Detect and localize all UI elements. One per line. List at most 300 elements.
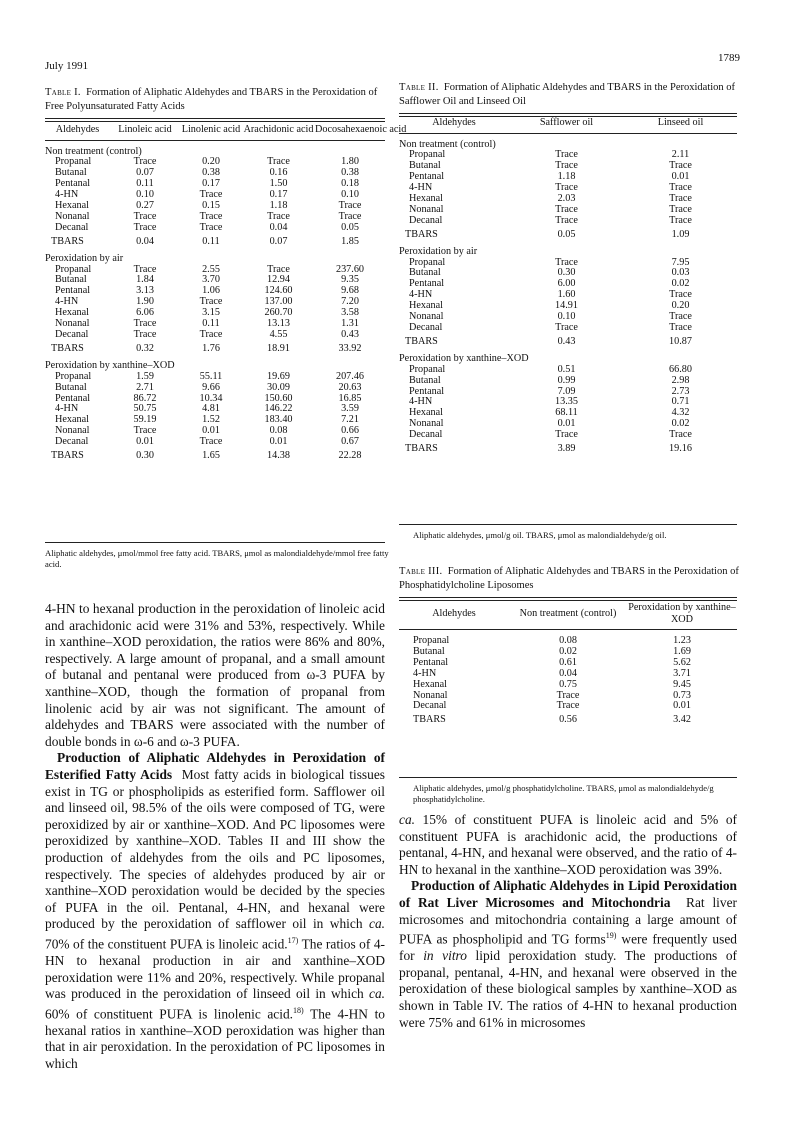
section-heading-esterified: Production of Aliphatic Aldehydes in Peroxidation of Esterified Fatty Acids [45, 750, 385, 782]
table2-cell: 14.91 [555, 300, 578, 312]
table2-cell: 0.99 [557, 374, 576, 386]
body-right-p2-part-a: Rat liver microsomes and mitochondria containing a large amount of PUFA as phospholipid and TG forms [399, 894, 737, 947]
body-right-paragraph-2 [399, 878, 737, 1031]
table2-cell: Trace [555, 322, 578, 333]
table1-cell: 0.10 [136, 189, 154, 201]
table3-cell: 3.42 [673, 714, 691, 726]
table3-cell: 5.62 [673, 656, 691, 668]
table2-cell: Trace [555, 149, 578, 161]
table2-cell: 10.87 [669, 335, 692, 347]
table1-cell: 137.00 [264, 296, 293, 308]
table1-cell: Trace [267, 263, 290, 275]
table2-cell: 0.01 [557, 418, 576, 430]
table2-row [399, 216, 737, 227]
table1-header-row [45, 124, 385, 136]
table1-cell: 18.91 [267, 342, 290, 354]
table2-cell: 13.35 [555, 396, 578, 408]
table1-cell: Trace [133, 210, 157, 222]
table2-row-label: Propanal [409, 149, 446, 161]
table1-row-label: Butanal [55, 274, 87, 286]
table1-cell: 146.22 [264, 403, 293, 415]
table1-cell: 12.94 [267, 274, 290, 286]
table1-cell: 0.01 [269, 436, 288, 448]
table1-section-row [45, 254, 385, 265]
table2-cell: 0.20 [671, 300, 690, 312]
table2-cell: 66.80 [669, 363, 692, 375]
body-left-p2-part-c: The ratios of 4-HN to hexanal production in air and xanthine–XOD peroxidation were 11% and 20%, respectively. While propanal was produced in the peroxidation of linseed oil in which [45, 936, 386, 1002]
table3-row-label: Propanal [413, 635, 450, 646]
table1-cell: 1.85 [341, 235, 359, 247]
table2-row-label: TBARS [405, 228, 438, 240]
table2-col-header: Linseed oil [657, 117, 704, 128]
table3-bottom-rule [399, 777, 737, 778]
page-number: 1789 [718, 52, 740, 64]
table1-cell: Trace [133, 425, 157, 437]
table2-row-label: Pentanal [409, 278, 445, 290]
table2-row-label: TBARS [405, 443, 438, 455]
table1-footnote: Aliphatic aldehydes, μmol/mmol free fatty acid. TBARS, μmol as malondialdehyde/mmol free fatty acid. [45, 548, 389, 569]
body-left-column [45, 601, 385, 1073]
table1-cell: 0.10 [341, 189, 359, 201]
table2-row-label: Hexanal [409, 193, 443, 205]
table1-cell: 1.80 [341, 156, 359, 168]
table1-cell: Trace [267, 210, 290, 222]
table1-cell: Trace [199, 189, 223, 201]
table2-cell: 0.01 [671, 171, 690, 183]
table1-cell: 50.75 [133, 403, 157, 415]
table2-row-label: Nonanal [409, 418, 444, 430]
table1-cell: 1.65 [202, 450, 220, 462]
table1-cell: 1.31 [341, 318, 359, 330]
table1-cell: Trace [133, 221, 157, 233]
table1-row-label: Butanal [55, 167, 87, 179]
table2-cell: 3.89 [557, 443, 576, 455]
table2-cell: Trace [555, 160, 578, 172]
table1-cell: 0.18 [341, 178, 359, 190]
table2-label: Table II. [399, 82, 439, 93]
table2-row-label: Pentanal [409, 385, 445, 397]
table2-cell: 0.71 [671, 396, 690, 408]
table1-cell: 183.40 [264, 414, 293, 426]
table1-cell: 9.35 [341, 274, 359, 286]
table1-cell: 0.11 [202, 318, 220, 330]
table1-row-label: Pentanal [55, 178, 91, 190]
table3-label: Table III. [399, 566, 443, 577]
table1-cell: 55.11 [199, 370, 223, 382]
in-vitro-italic: in vitro [423, 948, 467, 964]
table1-row [45, 223, 385, 234]
table2-bottom-rule [399, 524, 737, 525]
table2-tbars-row [399, 441, 737, 455]
table2-row-label: Butanal [409, 160, 441, 172]
table2-cell: 7.09 [557, 385, 576, 397]
table3-row-label: Nonanal [413, 689, 448, 701]
table1-tbars-row [45, 234, 385, 248]
table2-col-header: Safflower oil [539, 117, 594, 128]
table2-row-label: Decanal [409, 429, 443, 441]
table2-cell: 0.05 [557, 228, 576, 240]
table3-row-label: TBARS [413, 714, 446, 726]
table2-cell: Trace [669, 203, 692, 215]
table1-section-heading: Peroxidation by xanthine–XOD [45, 359, 175, 371]
table2-row-label: Decanal [409, 322, 443, 333]
table3-cell: 1.23 [673, 635, 691, 646]
table2-caption [399, 81, 739, 108]
table3-col-header: Non treatment (control) [519, 607, 617, 619]
table2-cell: 1.09 [671, 228, 690, 240]
table1-caption [45, 86, 385, 113]
table1-cell: 0.01 [136, 436, 154, 448]
table1-row [45, 330, 385, 341]
table2-cell: 6.00 [557, 278, 576, 290]
table3-cell: 0.73 [673, 689, 691, 701]
table2-cell: 2.98 [671, 374, 690, 386]
table1-cell: Trace [133, 318, 157, 330]
table1-row [45, 437, 385, 448]
table1-cell: 0.11 [202, 235, 220, 247]
table1-cell: 0.07 [269, 235, 288, 247]
table1-cell: 1.59 [136, 370, 154, 382]
table1-cell: 10.34 [199, 392, 223, 404]
table1-cell: Trace [267, 156, 290, 168]
table1-cell: 0.38 [341, 167, 359, 179]
table1-cell: 0.01 [202, 425, 220, 437]
table1-cell: 30.09 [267, 381, 290, 393]
table1-cell: 0.66 [341, 425, 359, 437]
table1-cell: 0.32 [136, 342, 154, 354]
table1-cell: 4.81 [202, 403, 220, 415]
table2-row-label: Nonanal [409, 311, 444, 323]
table1-cell: 207.46 [335, 370, 364, 382]
table1-cell: 2.71 [136, 381, 154, 393]
table3-row-label: 4-HN [413, 667, 437, 679]
table1-cell: Trace [338, 200, 362, 212]
table3-row [399, 669, 737, 680]
table2-section-heading: Non treatment (control) [399, 138, 496, 150]
table3-row-label: Hexanal [413, 678, 447, 690]
table2-row-label: 4-HN [409, 182, 433, 194]
body-right-p2-part-b: were frequently used for [399, 931, 737, 964]
table1-cell: 0.67 [341, 436, 359, 448]
table1-cell: Trace [199, 296, 223, 308]
table3-header-row [399, 602, 737, 625]
table2-cell: 2.11 [671, 149, 690, 161]
table1-cell: 0.27 [136, 200, 154, 212]
table3-col-header: Peroxidation by xanthine–XOD [628, 602, 736, 625]
table3-footnote: Aliphatic aldehydes, μmol/g phosphatidylcholine. TBARS, μmol as malondialdehyde/g phosphatidylcholine. [413, 783, 714, 804]
table1-cell: 124.60 [264, 285, 293, 297]
table2-row-label: Propanal [409, 363, 446, 375]
table1-col-header: Aldehydes [55, 124, 100, 135]
table1-section-heading: Non treatment (control) [45, 145, 142, 157]
table1-cell: 1.06 [202, 285, 220, 297]
table1-cell: 1.18 [269, 200, 288, 212]
ca-italic-2: ca. [369, 986, 385, 1002]
table1-cell: 1.50 [269, 178, 288, 190]
table2-row-label: Hexanal [409, 300, 443, 312]
table1-cell: 20.63 [338, 381, 362, 393]
table2-row-label: Decanal [409, 214, 443, 226]
table3-cell: 0.02 [559, 645, 577, 657]
table2-cell: 0.30 [557, 267, 576, 279]
table1-cell: Trace [133, 156, 157, 168]
table1-section-heading: Peroxidation by air [45, 252, 124, 264]
table1-col-header: Linoleic acid [118, 124, 172, 135]
table1-cell: 1.90 [136, 296, 154, 308]
table2-col-header: Aldehydes [432, 117, 476, 128]
table1-cell: 0.38 [202, 167, 220, 179]
table1-row-label: Nonanal [55, 210, 90, 222]
table1-cell: 0.43 [341, 329, 359, 340]
table2-cell: 1.18 [557, 171, 576, 183]
table3-title: Formation of Aliphatic Aldehydes and TBARS in the Peroxidation of Phosphatidylcholine Liposomes [399, 566, 739, 591]
table2-header-row [399, 117, 737, 129]
table1-cell: 9.68 [341, 285, 359, 297]
table2-section-row [399, 247, 737, 258]
body-left-p2-part-a: Most fatty acids in biological tissues exist in TG or phospholipids as esterified form. Safflower oil and linseed oil, 98.5% of the oils were composed of TG, were peroxidized by air or xanthine–XOD. And PC liposomes were peroxidized by xanthine–XOD. Tables II and III show the production of aldehydes from the oils and PC liposomes, respectively. The species of aldehydes produced by air or xanthine–XOD peroxidation would be decided by the species of PUFA in the oil. Pentanal, 4-HN, and hexanal were produced by the peroxidation of safflower oil in which [45, 766, 385, 932]
section-heading-microsomes: Production of Aliphatic Aldehydes in Lipid Peroxidation of Rat Liver Microsomes and Mitochondria [399, 878, 737, 910]
table1-cell: 13.13 [267, 318, 290, 330]
table2-tbars-row [399, 227, 737, 241]
table2-cell: Trace [669, 429, 692, 441]
body-right-p1-text: 15% of constituent PUFA is linoleic acid and 5% of constituent PUFA is arachidonic acid, the productions of pentanal, 4-HN, and hexanal were observed, and the ratio of 4-HN to hexanal in the xanthine–XOD peroxidation was 39%. [399, 812, 737, 877]
body-right-p2-part-c: lipid peroxidation study. The productions of propanal, pentanal, 4-HN, and hexanal were observed in the peroxidation of these biological samples by xanthine–XOD as shown in Table IV. The ratios of 4-HN to hexanal production were 75% and 61% in microsomes [399, 948, 737, 1030]
table1-cell: 14.38 [267, 450, 290, 462]
running-header-date: July 1991 [45, 60, 89, 72]
table1-cell: 1.84 [136, 274, 154, 286]
table1-cell: 0.15 [202, 200, 220, 212]
table1-cell: 1.76 [202, 342, 220, 354]
body-left-paragraph-1: 4-HN to hexanal production in the peroxidation of linoleic acid and arachidonic acid were 31% and 53%, respectively. While in xanthine–XOD peroxidation, the ratios were 86% and 80%, respectively. A large amount of propanal, and a small amount of butanal and pentanal were produced from ω-3 PUFA by xanthine–XOD, though the formation of propanal from linolenic acid by air was not significant. The amount of aldehydes and TBARS were associated with the number of double bonds in ω-6 and ω-3 PUFA. [45, 601, 385, 749]
table3-row [399, 701, 737, 712]
table1-cell: 7.20 [341, 296, 359, 308]
table2-cell: Trace [669, 311, 692, 323]
reference-18: 18) [293, 1005, 304, 1015]
table2-row-label: Butanal [409, 267, 441, 279]
table3-tbars-row [399, 712, 737, 726]
table1-cell: 0.17 [202, 178, 220, 190]
table1-row-label: Nonanal [55, 425, 90, 437]
table1-row-label: Propanal [55, 370, 92, 382]
table2-cell: Trace [669, 289, 692, 301]
table2-cell: 0.03 [671, 267, 690, 279]
table1-cell: 0.11 [136, 178, 154, 190]
table1-row-label: Propanal [55, 263, 92, 275]
table3-cell: 0.04 [559, 667, 577, 679]
table2-tbars-row [399, 334, 737, 348]
table1-cell: 3.58 [341, 307, 359, 319]
table2-cell: 0.51 [557, 363, 576, 375]
table1-cell: Trace [338, 210, 362, 222]
table1-row-label: Hexanal [55, 414, 89, 426]
table1-title: Formation of Aliphatic Aldehydes and TBARS in the Peroxidation of Free Polyunsaturated Fatty Acids [45, 87, 378, 112]
table2-section-heading: Peroxidation by air [399, 245, 478, 257]
table2-footnote: Aliphatic aldehydes, μmol/g oil. TBARS, μmol as malondialdehyde/g oil. [413, 530, 667, 540]
table1-cell: 3.59 [341, 403, 359, 415]
table3-cell: 0.08 [559, 635, 577, 646]
table2-cell: Trace [555, 214, 578, 226]
table1-row-label: Decanal [55, 221, 89, 233]
table1-tbars-row [45, 448, 385, 462]
body-right-paragraph-1 [399, 812, 737, 878]
table1-cell: 86.72 [133, 392, 157, 404]
table1-cell: 237.60 [335, 263, 364, 275]
table2-cell: Trace [669, 182, 692, 194]
ca-italic-3: ca. [399, 812, 415, 827]
table1-row-label: Nonanal [55, 318, 90, 330]
table1-cell: 59.19 [133, 414, 157, 426]
table1-row-label: TBARS [51, 235, 84, 247]
table1-bottom-rule [45, 542, 385, 543]
table1-col-header: Docosahexaenoic acid [315, 124, 407, 135]
table2-row-label: Butanal [409, 374, 441, 386]
table1-cell: Trace [133, 329, 157, 340]
table1-cell: 3.15 [202, 307, 220, 319]
table2-cell: Trace [555, 203, 578, 215]
table1-cell: 0.07 [136, 167, 154, 179]
table2-cell: 0.43 [557, 335, 576, 347]
table3 [399, 602, 737, 726]
table2-row-label: Hexanal [409, 407, 443, 419]
table1-col-header: Linolenic acid [181, 124, 241, 135]
table2-cell: Trace [555, 182, 578, 194]
table3-cell: 0.75 [559, 678, 577, 690]
table1-cell: Trace [199, 436, 223, 448]
table2-cell: 1.60 [557, 289, 576, 301]
table2-cell: 68.11 [555, 407, 578, 419]
table2-row-label: Pentanal [409, 171, 445, 183]
table2-cell: 2.03 [557, 193, 576, 205]
table1-row [45, 383, 385, 394]
table1-cell: 0.04 [269, 221, 288, 233]
table3-row-label: Decanal [413, 700, 447, 712]
table1-cell: 22.28 [338, 450, 362, 462]
table1-cell: Trace [133, 263, 157, 275]
table1-cell: Trace [199, 221, 223, 233]
table2-row-label: Propanal [409, 256, 446, 268]
table1-cell: 1.52 [202, 414, 220, 426]
table3-cell: Trace [556, 700, 580, 712]
table2-section-heading: Peroxidation by xanthine–XOD [399, 352, 529, 364]
table3-cell: 1.69 [673, 645, 691, 657]
table1-row-label: Butanal [55, 381, 87, 393]
table1-cell: 0.05 [341, 221, 359, 233]
table3-caption [399, 565, 739, 592]
table3-top-rule [399, 597, 737, 601]
table1-cell: 150.60 [264, 392, 293, 404]
table1-row-label: Pentanal [55, 392, 91, 404]
table1-row-label: Pentanal [55, 285, 91, 297]
table1-cell: Trace [199, 210, 223, 222]
table3-cell: 3.71 [673, 667, 691, 679]
table1-cell: 0.04 [136, 235, 154, 247]
table1-cell: 3.13 [136, 285, 154, 297]
table3-cell: 0.01 [673, 700, 691, 712]
table1-row-label: TBARS [51, 450, 84, 462]
table2-cell: Trace [669, 322, 692, 333]
table1-cell: 0.20 [202, 156, 220, 168]
reference-17: 17) [287, 935, 299, 945]
table1-cell: 0.17 [269, 189, 288, 201]
table1-cell: 9.66 [202, 381, 220, 393]
table2-row [399, 323, 737, 334]
table1-col-header: Arachidonic acid [243, 124, 314, 135]
table1-cell: 16.85 [338, 392, 362, 404]
table1-cell: 33.92 [338, 342, 362, 354]
table3-cell: 9.45 [673, 678, 691, 690]
table2-row [399, 430, 737, 441]
table1-cell: 6.06 [136, 307, 154, 319]
table3-row-label: Pentanal [413, 656, 449, 668]
body-left-paragraph-2 [45, 750, 385, 1072]
table2-cell: Trace [555, 256, 578, 268]
table1-row [45, 372, 385, 383]
table1-cell: 0.08 [269, 425, 288, 437]
table2-cell: Trace [669, 160, 692, 172]
body-left-p2-part-b: 70% of the constituent PUFA is linoleic acid. [45, 936, 288, 952]
table1-row-label: 4-HN [55, 296, 79, 308]
table2 [399, 117, 737, 455]
body-right-column [399, 812, 737, 1031]
table1-row-label: 4-HN [55, 403, 79, 415]
table2-cell: 7.95 [671, 256, 690, 268]
table2-row [399, 365, 737, 376]
table2-row-label: Nonanal [409, 203, 444, 215]
table1-row-label: Decanal [55, 436, 89, 448]
table2-cell: 0.02 [671, 418, 690, 430]
table2-title: Formation of Aliphatic Aldehydes and TBARS in the Peroxidation of Safflower Oil and Linseed Oil [399, 82, 736, 107]
table1-row-label: Decanal [55, 329, 89, 340]
table3-cell: 0.56 [559, 714, 577, 726]
table1-cell: 4.55 [269, 329, 288, 340]
table1-cell: Trace [199, 329, 223, 340]
table2-cell: Trace [669, 193, 692, 205]
body-left-p2-part-d: 60% of constituent PUFA is linolenic acid. [45, 1006, 294, 1022]
table2-row [399, 376, 737, 387]
table1-cell: 260.70 [264, 307, 293, 319]
table2-cell: Trace [555, 429, 578, 441]
table1-cell: 2.55 [202, 263, 220, 275]
table2-row-label: TBARS [405, 335, 438, 347]
table1-tbars-row [45, 341, 385, 355]
table3-row [399, 680, 737, 691]
table1-row-label: Hexanal [55, 200, 89, 212]
body-left-p2-part-e: The 4-HN to hexanal ratios in xanthine–XOD peroxidation was higher than that in air peroxidation. In the peroxidation of PC liposomes in which [45, 1006, 385, 1071]
table1-cell: 3.70 [202, 274, 220, 286]
table1-cell: 19.69 [267, 370, 290, 382]
table1-row-label: 4-HN [55, 189, 79, 201]
reference-19: 19) [605, 931, 617, 941]
table1-row-label: Propanal [55, 156, 92, 168]
table2-row-label: 4-HN [409, 289, 433, 301]
table3-row-label: Butanal [413, 645, 445, 657]
table2-cell: 4.32 [671, 407, 690, 419]
table1 [45, 124, 407, 462]
ca-italic-1: ca. [369, 916, 385, 932]
table1-cell: 7.21 [341, 414, 359, 426]
table3-cell: Trace [556, 689, 580, 701]
table3-col-header: Aldehydes [432, 607, 476, 619]
table1-top-rule [45, 118, 385, 122]
table2-cell: 0.02 [671, 278, 690, 290]
table1-row-label: Hexanal [55, 307, 89, 319]
table2-cell: 0.10 [557, 311, 576, 323]
table2-cell: 19.16 [669, 443, 692, 455]
table2-cell: Trace [669, 214, 692, 226]
table1-label: Table I. [45, 87, 81, 98]
table2-row-label: 4-HN [409, 396, 433, 408]
table1-row-label: TBARS [51, 342, 84, 354]
